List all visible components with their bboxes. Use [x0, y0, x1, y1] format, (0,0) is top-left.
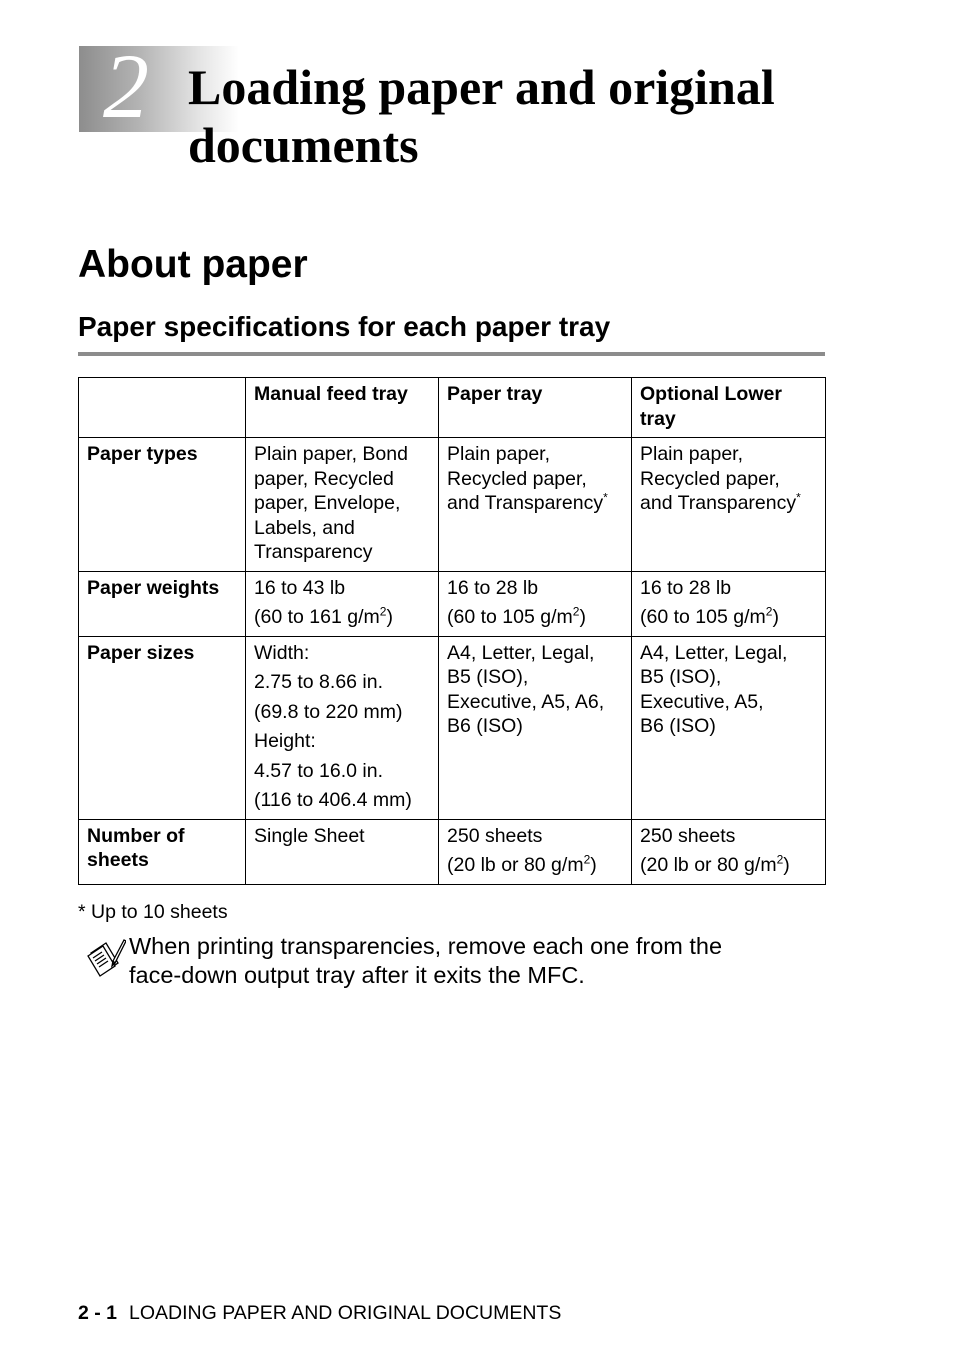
note-line-1: When printing transparencies, remove each one from the [129, 933, 723, 959]
row-label-paper-weights: Paper weights [79, 571, 246, 636]
cell-line: 4.57 to 16.0 in. [254, 759, 384, 782]
cell-tray-number-of-sheets [439, 819, 632, 884]
cell-line: B6 (ISO) [447, 715, 523, 737]
chapter-number: 2 [103, 35, 149, 137]
cell-line [447, 605, 623, 630]
cell-manual-paper-types [246, 438, 439, 572]
table-row-paper-weights [79, 571, 826, 636]
cell-line: Recycled paper, [640, 467, 780, 490]
cell-line: paper, Envelope, [254, 492, 401, 514]
cell-line: Transparency [254, 541, 373, 563]
cell-line: Plain paper, Bond [254, 443, 408, 465]
cell-tray-paper-weights [439, 571, 632, 636]
table-header-row [79, 378, 826, 438]
footnote-marker: * [796, 490, 801, 505]
table-header-paper-tray: Paper tray [439, 378, 632, 438]
cell-line: 2.75 to 8.66 in. [254, 671, 384, 693]
cell-text: (60 to 105 g/m [447, 606, 573, 628]
unit-superscript: 2 [379, 604, 387, 619]
cell-line [254, 605, 430, 630]
note-text [129, 932, 829, 990]
cell-line: 250 sheets [447, 824, 543, 847]
cell-line: A4, Letter, Legal, [447, 641, 595, 664]
unit-superscript: 2 [765, 604, 773, 619]
cell-lower-paper-weights [632, 571, 826, 636]
cell-text: ) [386, 606, 393, 628]
cell-line [640, 853, 817, 878]
cell-text: (60 to 161 g/m [254, 606, 380, 628]
cell-line: Plain paper, [640, 443, 743, 465]
cell-line: B6 (ISO) [640, 715, 716, 737]
note-line-2: face-down output tray after it exits the MFC. [129, 962, 585, 988]
cell-text: and Transparency [447, 492, 604, 514]
cell-line: 16 to 28 lb [447, 576, 539, 599]
table-footnote: * Up to 10 sheets [78, 901, 228, 923]
table-row-number-of-sheets [79, 819, 826, 884]
paper-spec-table [78, 377, 826, 885]
subsection-heading: Paper specifications for each paper tray [78, 308, 825, 356]
cell-manual-paper-sizes [246, 636, 439, 819]
footnote-marker: * [603, 490, 608, 505]
unit-superscript: 2 [776, 852, 784, 867]
cell-manual-paper-weights [246, 571, 439, 636]
cell-tray-paper-sizes [439, 636, 632, 819]
cell-line: (116 to 406.4 mm) [254, 789, 412, 811]
cell-text: (60 to 105 g/m [640, 606, 766, 628]
cell-line: B5 (ISO), [447, 666, 529, 688]
cell-text: ) [772, 606, 779, 628]
cell-text: ) [590, 854, 597, 876]
unit-superscript: 2 [583, 852, 591, 867]
chapter-title [188, 58, 888, 174]
cell-lower-number-of-sheets [632, 819, 826, 884]
footer-chapter-label: LOADING PAPER AND ORIGINAL DOCUMENTS [129, 1302, 562, 1324]
table-header-optional-lower-tray: Optional Lower tray [632, 378, 826, 438]
cell-manual-number-of-sheets: Single Sheet [246, 819, 439, 884]
table-row-paper-types [79, 438, 826, 572]
row-label-line: sheets [87, 849, 149, 871]
unit-superscript: 2 [572, 604, 580, 619]
cell-line [640, 605, 817, 630]
row-label-line: Number of [87, 824, 185, 847]
cell-line [447, 853, 623, 878]
cell-tray-paper-types [439, 438, 632, 572]
cell-text: and Transparency [640, 492, 797, 514]
cell-lower-paper-types [632, 438, 826, 572]
cell-line: Labels, and [254, 516, 355, 539]
cell-line: 16 to 43 lb [254, 576, 346, 599]
cell-text: ) [579, 606, 586, 628]
cell-lower-paper-sizes [632, 636, 826, 819]
row-label-paper-sizes: Paper sizes [79, 636, 246, 819]
page-number: 2 - 1 [78, 1302, 118, 1324]
cell-text: (20 lb or 80 g/m [640, 854, 777, 876]
cell-line: 250 sheets [640, 824, 736, 847]
cell-line: B5 (ISO), [640, 666, 722, 688]
cell-line: Plain paper, [447, 443, 550, 465]
cell-line: (69.8 to 220 mm) [254, 700, 403, 723]
cell-line: paper, Recycled [254, 467, 394, 490]
chapter-title-line-2: documents [188, 117, 419, 173]
page-footer [78, 1301, 561, 1325]
chapter-title-line-1: Loading paper and original [188, 59, 775, 115]
cell-line: A4, Letter, Legal, [640, 641, 788, 664]
cell-line: Executive, A5, [640, 690, 764, 713]
cell-line: Recycled paper, [447, 467, 587, 490]
row-label-number-of-sheets [79, 819, 246, 884]
row-label-paper-types: Paper types [79, 438, 246, 572]
table-row-paper-sizes [79, 636, 826, 819]
cell-line: Height: [254, 730, 316, 752]
cell-line: 16 to 28 lb [640, 576, 732, 599]
note-pad-icon [86, 937, 126, 977]
cell-text: ) [783, 854, 790, 876]
cell-text: (20 lb or 80 g/m [447, 854, 584, 876]
cell-line: Width: [254, 641, 310, 664]
table-header-empty [79, 378, 246, 438]
table-header-manual-feed-tray: Manual feed tray [246, 378, 439, 438]
section-heading: About paper [78, 243, 308, 286]
cell-line [640, 491, 817, 516]
cell-line: Executive, A5, A6, [447, 690, 605, 713]
cell-line [447, 491, 623, 516]
